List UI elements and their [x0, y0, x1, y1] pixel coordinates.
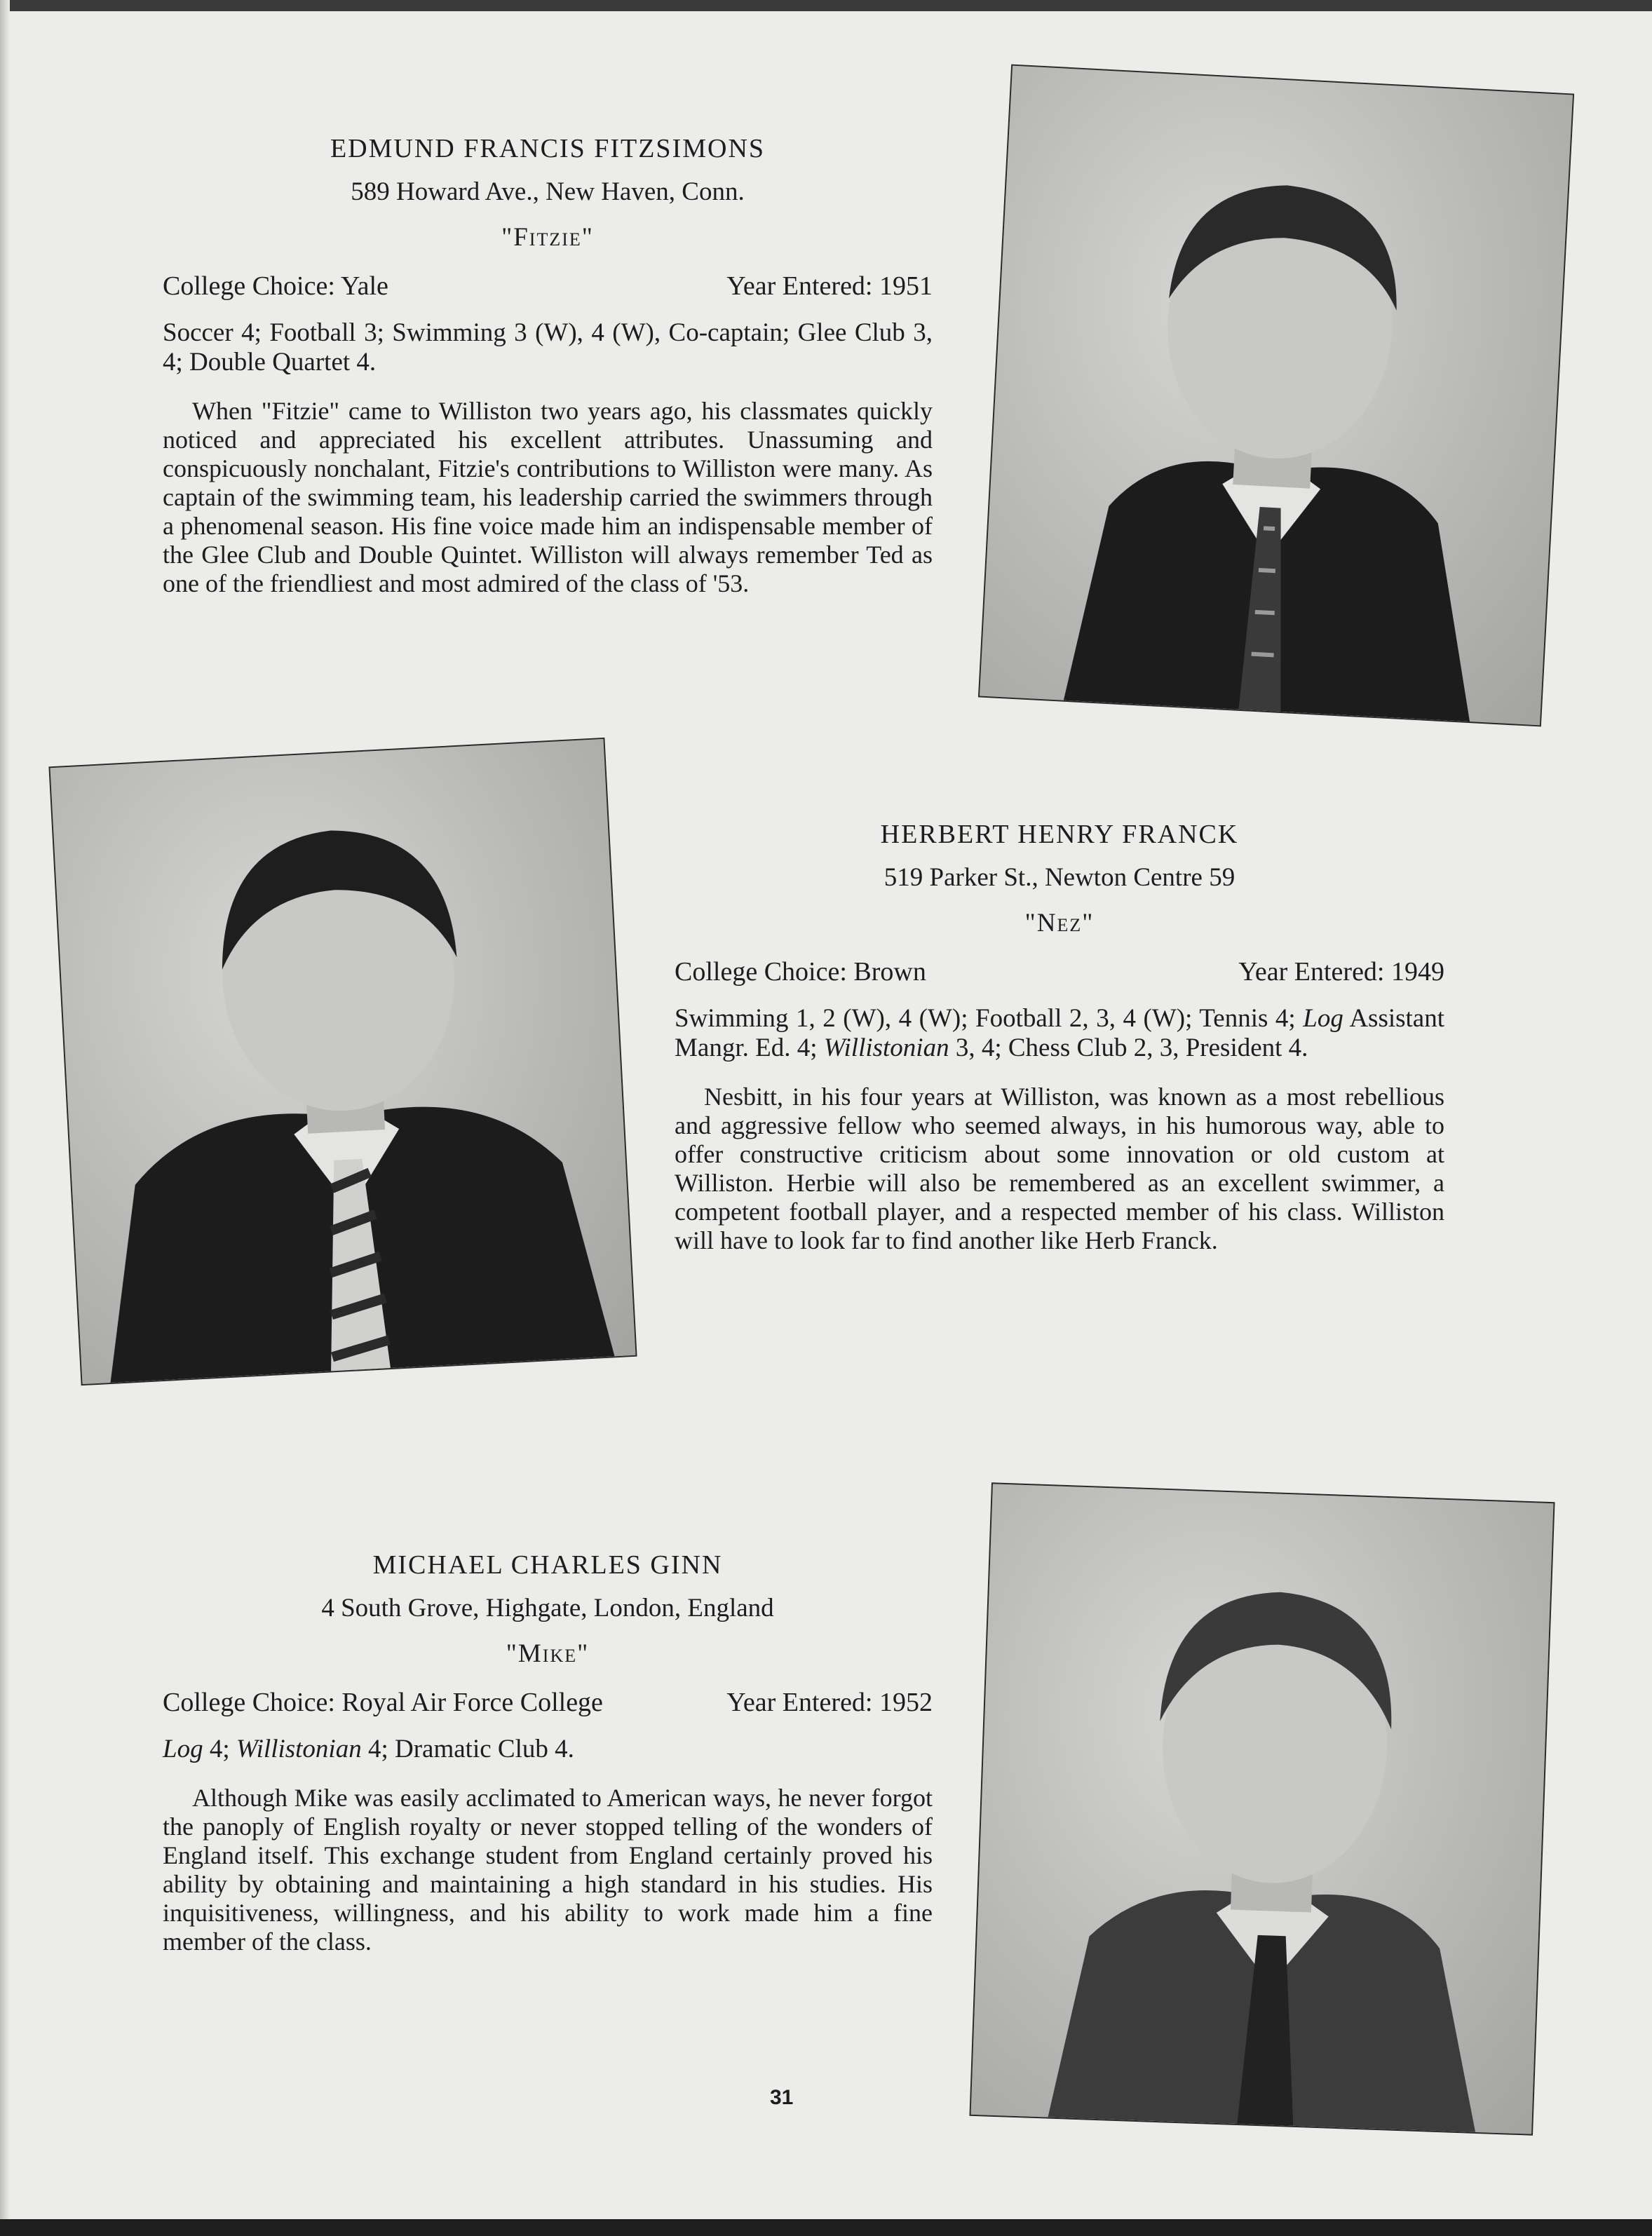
page-number: 31: [770, 2086, 794, 2109]
student-nickname: "Fitzie": [501, 223, 594, 252]
page-top-edge: [0, 0, 1652, 11]
page-binding-edge: [0, 0, 10, 2236]
college-choice: College Choice: Yale: [163, 271, 388, 301]
college-year-row: [675, 956, 1444, 987]
publication-willistonian: Willistonian: [823, 1034, 949, 1062]
entry-ginn: [163, 1550, 933, 1956]
college-year-row: [163, 271, 933, 301]
student-name: EDMUND FRANCIS FITZSIMONS: [330, 134, 766, 163]
activities: Soccer 4; Football 3; Swimming 3 (W), 4 (W), Co-captain; Glee Club 3, 4; Double Quartet 4.: [163, 318, 933, 377]
student-nickname: "Mike": [506, 1639, 590, 1668]
publication-log: Log: [1303, 1004, 1343, 1033]
college-choice: College Choice: Royal Air Force College: [163, 1688, 603, 1717]
portrait-photo-ginn: [969, 1482, 1555, 2136]
student-address: 589 Howard Ave., New Haven, Conn.: [351, 177, 745, 206]
activities: [163, 1735, 933, 1764]
college-year-row: [163, 1687, 933, 1718]
entry-fitzsimons: [163, 133, 933, 598]
portrait-silhouette: [971, 1484, 1554, 2134]
activities-text: 3, 4; Chess Club 2, 3, President 4.: [949, 1034, 1308, 1062]
student-name: HERBERT HENRY FRANCK: [880, 820, 1239, 849]
activities-text: 4; Dramatic Club 4.: [361, 1735, 574, 1763]
portrait-silhouette: [980, 66, 1573, 726]
entry-franck: [675, 819, 1444, 1255]
student-address: 4 South Grove, Highgate, London, England: [321, 1594, 774, 1622]
year-entered: Year Entered: 1949: [1238, 957, 1444, 987]
publication-log: Log: [163, 1735, 203, 1763]
student-address: 519 Parker St., Newton Centre 59: [883, 863, 1235, 892]
student-name: MICHAEL CHARLES GINN: [372, 1550, 723, 1580]
portrait-photo-fitzsimons: [978, 65, 1574, 727]
activities: [675, 1004, 1444, 1063]
biography: Although Mike was easily acclimated to American ways, he never forgot the panoply of English royalty or never stopped telling of the wonders of England itself. This exchange student from England certainly proved his ability by obtaining and maintaining a high standard in his studies. His inquisitiveness, willingness, and his ability to work made him a fine member of the class.: [163, 1784, 933, 1956]
activities-text: 4;: [203, 1735, 236, 1763]
portrait-silhouette: [50, 739, 636, 1384]
year-entered: Year Entered: 1952: [726, 1688, 933, 1717]
biography: Nesbitt, in his four years at Williston, was known as a most rebellious and aggressive fellow who seemed always, in his humorous way, able to offer constructive criticism about some innovation or old custom at Williston. Herbie will also be remembered as an excellent swimmer, a competent football player, and a respected member of his class. Williston will have to look far to find another like Herb Franck.: [675, 1083, 1444, 1254]
student-nickname: "Nez": [1024, 909, 1095, 937]
biography: When "Fitzie" came to Williston two years ago, his classmates quickly noticed and appreciated his excellent attributes. Unassuming and conspicuously nonchalant, Fitzie's contributions to Williston were many. As captain of the swimming team, his leadership carried the swimmers through a phenomenal season. His fine voice made him an indispensable member of the Glee Club and Double Quintet. Williston will always remember Ted as one of the friendliest and most admired of the class of '53.: [163, 397, 933, 597]
year-entered: Year Entered: 1951: [726, 271, 933, 301]
college-choice: College Choice: Brown: [675, 957, 926, 987]
activities-text: Swimming 1, 2 (W), 4 (W); Football 2, 3, 4 (W); Tennis 4;: [675, 1004, 1296, 1033]
portrait-photo-franck: [48, 738, 637, 1385]
publication-willistonian: Willistonian: [236, 1735, 362, 1763]
page-bottom-edge: [0, 2219, 1652, 2236]
activities-text: Assistant Mangr. Ed. 4;: [675, 1004, 1445, 1062]
